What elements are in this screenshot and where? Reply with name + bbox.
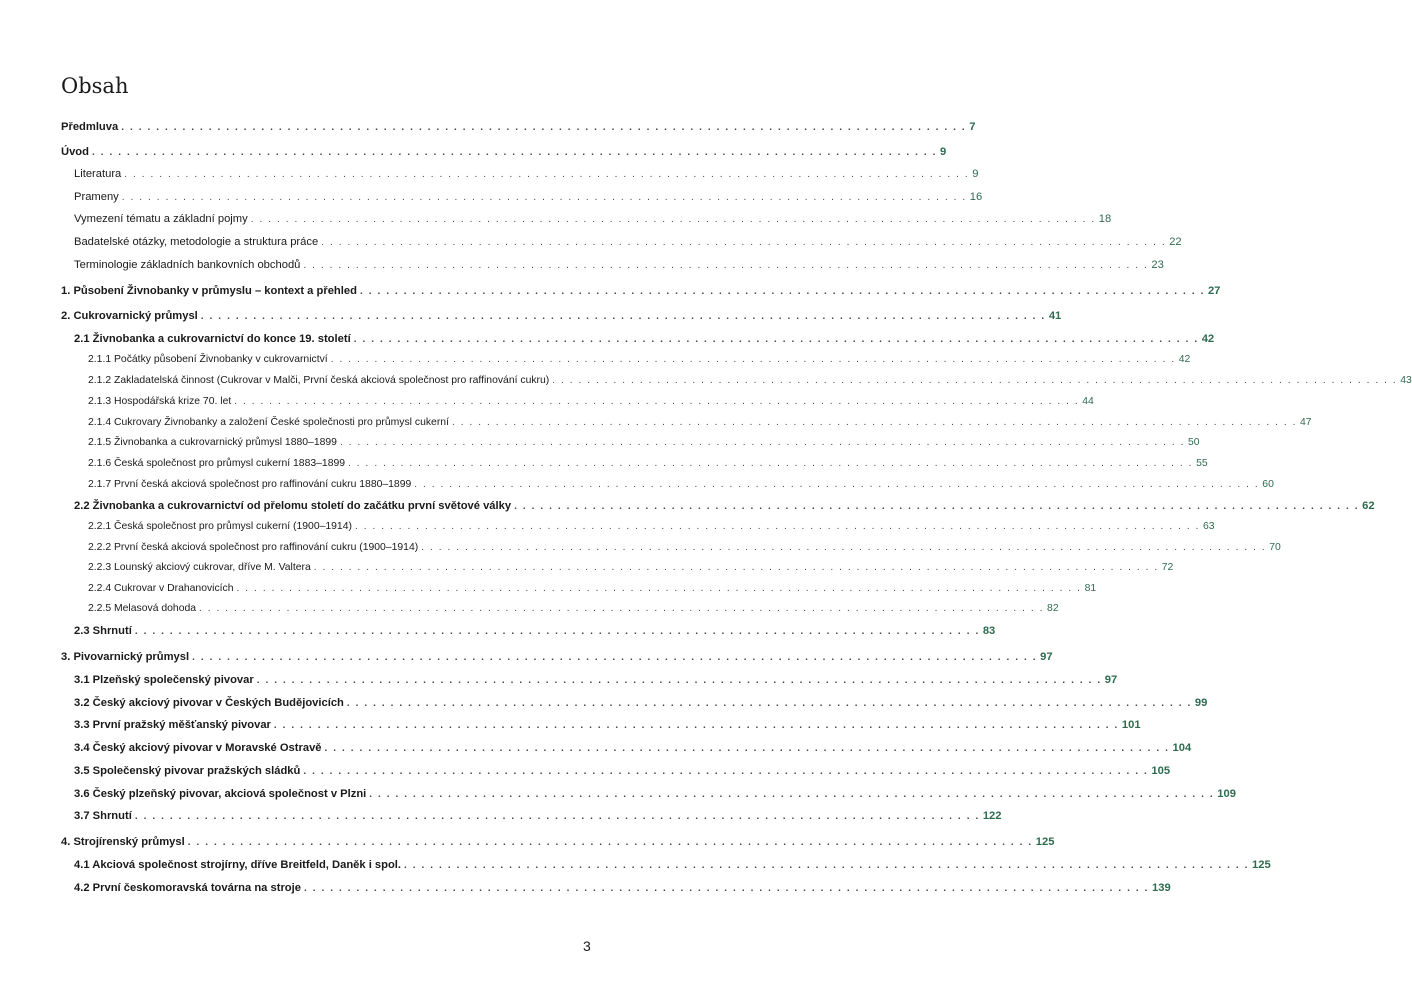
toc-entry[interactable] [88, 560, 1174, 576]
toc-entry-title: 4.1 Akciová společnost strojírny, dříve Breitfeld, Daněk i spol. [74, 859, 402, 871]
toc-entry-title: 2.1.1 Počátky působení Živnobanky v cukrovarnictví [88, 354, 328, 365]
toc-entry[interactable] [88, 519, 1215, 535]
dot-leader [303, 258, 1148, 274]
toc-entry-page: 81 [1084, 583, 1097, 594]
toc-entry-page: 105 [1151, 765, 1171, 777]
toc-entry-title: 3.1 Plzeňský společenský pivovar [74, 674, 254, 686]
toc-entry-page: 43 [1400, 375, 1412, 386]
toc-entry-title: 3.7 Shrnutí [74, 810, 132, 822]
toc-entry-page: 7 [969, 121, 976, 133]
dot-leader [274, 718, 1119, 734]
dot-leader [331, 352, 1176, 368]
toc-entry-page: 82 [1047, 603, 1059, 614]
toc-entry-page: 97 [1104, 674, 1118, 686]
toc-entry-page: 99 [1194, 697, 1208, 709]
dot-leader [355, 519, 1200, 535]
toc-entry[interactable] [74, 331, 1215, 347]
toc-entry-title: 2.2.4 Cukrovar v Drahanovicích [88, 583, 234, 594]
dot-leader [321, 235, 1166, 251]
toc-entry[interactable] [88, 435, 1200, 451]
toc-entry-title: Úvod [61, 146, 89, 158]
dot-leader [369, 787, 1214, 803]
page-number: 3 [583, 938, 591, 954]
toc-entry-page: 50 [1187, 437, 1200, 448]
toc-entry[interactable] [61, 119, 976, 135]
toc-entry[interactable] [88, 394, 1094, 410]
toc-entry-page: 97 [1040, 651, 1053, 663]
toc-entry[interactable] [61, 834, 1055, 850]
dot-leader [314, 560, 1159, 576]
toc-entry-title: Vymezení tématu a základní pojmy [74, 213, 248, 225]
toc-entry[interactable] [74, 672, 1118, 688]
toc-entry-title: 2.2.2 První česká akciová společnost pro raffinování cukru (1900–1914) [88, 542, 419, 553]
dot-leader [348, 456, 1193, 472]
toc-entry-page: 125 [1252, 859, 1271, 871]
toc-entry[interactable] [74, 763, 1171, 779]
toc-entry[interactable] [74, 857, 1271, 873]
dot-leader [304, 881, 1149, 897]
toc-entry-title: 2.2.5 Melasová dohoda [88, 603, 197, 614]
dot-leader [199, 601, 1044, 617]
toc-entry-title: 2.2.3 Lounský akciový cukrovar, dříve M. Valtera [88, 562, 311, 573]
toc-entry-page: 122 [982, 810, 1002, 822]
toc-entry[interactable] [74, 189, 983, 205]
toc-entry-title: 3.2 Český akciový pivovar v Českých Budějovicích [74, 697, 344, 709]
toc-entry-title: 2.1.2 Zakladatelská činnost (Cukrovar v Malči, První česká akciová společnost pro raffinování cukru) [88, 375, 550, 386]
toc-entry-page: 62 [1362, 500, 1375, 512]
toc-entry-title: 3.6 Český plzeňský pivovar, akciová společnost v Plzni [74, 788, 367, 800]
toc-entry-page: 44 [1082, 396, 1094, 407]
toc-entry-title: 2.2 Živnobanka a cukrovarnictví od přelomu století do začátku první světové války [74, 500, 512, 512]
toc-entry[interactable] [61, 649, 1053, 665]
toc-entry[interactable] [74, 498, 1375, 514]
toc-entry-page: 16 [969, 191, 983, 203]
dot-leader [303, 764, 1148, 780]
toc-entry[interactable] [74, 166, 979, 182]
dot-leader [414, 477, 1259, 493]
dot-leader [354, 332, 1199, 348]
toc-entry-page: 60 [1262, 479, 1274, 490]
toc-entry[interactable] [74, 257, 1164, 273]
toc-entry-page: 47 [1299, 417, 1312, 428]
toc-entry-page: 125 [1035, 836, 1055, 848]
toc-entry-title: 4. Strojírenský průmysl [61, 836, 185, 848]
toc-entry-page: 22 [1169, 236, 1182, 248]
dot-leader [188, 835, 1033, 851]
toc-entry[interactable] [74, 808, 1002, 824]
dot-leader [347, 696, 1192, 712]
toc-entry-page: 139 [1152, 882, 1171, 894]
toc-entry-title: 2. Cukrovarnický průmysl [61, 310, 198, 322]
dot-leader [135, 624, 980, 640]
dot-leader [514, 499, 1359, 515]
toc-entry-title: 2.3 Shrnutí [74, 625, 132, 637]
toc-entry-page: 70 [1269, 542, 1281, 553]
toc-entry-page: 27 [1207, 285, 1221, 297]
dot-leader [552, 373, 1397, 389]
toc-entry-title: 2.1 Živnobanka a cukrovarnictví do konce 19. století [74, 333, 351, 345]
toc-entry-page: 101 [1121, 719, 1141, 731]
toc-entry[interactable] [74, 717, 1141, 733]
toc-entry-page: 42 [1178, 354, 1191, 365]
toc-entry-title: 3.5 Společenský pivovar pražských sládků [74, 765, 301, 777]
toc-entry[interactable] [88, 540, 1281, 556]
toc-entry-title: 3. Pivovarnický průmysl [61, 651, 190, 663]
toc-entry[interactable] [74, 623, 996, 639]
toc-entry-title: 2.1.7 První česká akciová společnost pro raffinování cukru 1880–1899 [88, 479, 412, 490]
toc-entry-page: 55 [1196, 458, 1208, 469]
dot-leader [92, 145, 937, 161]
toc-entry-title: Předmluva [61, 121, 119, 133]
toc-entry-page: 9 [972, 168, 979, 180]
toc-entry-title: 2.1.5 Živnobanka a cukrovarnický průmysl 1880–1899 [88, 437, 337, 448]
dot-leader [122, 190, 967, 206]
dot-leader [360, 284, 1205, 300]
toc-entry[interactable] [88, 456, 1208, 472]
toc-entry-title: Badatelské otázky, metodologie a struktura práce [74, 236, 319, 248]
dot-leader [201, 309, 1046, 325]
toc-entry-page: 41 [1048, 310, 1062, 322]
toc-entry-page: 72 [1161, 562, 1174, 573]
dot-leader [325, 741, 1170, 757]
dot-leader [192, 650, 1037, 666]
dot-leader [121, 120, 966, 136]
dot-leader [124, 167, 969, 183]
toc-entry-page: 83 [982, 625, 996, 637]
toc-entry[interactable] [74, 786, 1236, 802]
toc-entry-title: Prameny [74, 191, 119, 203]
toc-entry-title: 2.2.1 Česká společnost pro průmysl cukerní (1900–1914) [88, 521, 352, 532]
toc-entry-title: Terminologie základních bankovních obchodů [74, 259, 301, 271]
dot-leader [251, 212, 1096, 228]
toc-entry[interactable] [61, 144, 947, 160]
toc-entry-title: 3.4 Český akciový pivovar v Moravské Ostravě [74, 742, 322, 754]
toc-entry-page: 18 [1098, 213, 1112, 225]
toc-entry-title: Literatura [74, 168, 122, 180]
toc-entry[interactable] [61, 308, 1062, 324]
dot-leader [421, 540, 1266, 556]
toc-entry[interactable] [74, 211, 1112, 227]
toc-entry[interactable] [74, 740, 1192, 756]
toc-entry-page: 42 [1201, 333, 1215, 345]
page-title: Obsah [61, 74, 129, 98]
dot-leader [340, 435, 1185, 451]
toc-entry-page: 9 [939, 146, 947, 158]
dot-leader [404, 858, 1249, 874]
toc-entry-page: 23 [1151, 259, 1164, 271]
dot-leader [234, 394, 1079, 410]
toc-entry[interactable] [88, 477, 1274, 493]
toc-entry[interactable] [74, 234, 1182, 250]
toc-entry-title: 2.1.6 Česká společnost pro průmysl cukerní 1883–1899 [88, 458, 346, 469]
toc-entry[interactable] [88, 601, 1059, 617]
dot-leader [237, 581, 1082, 597]
toc-entry-title: 3.3 První pražský měšťanský pivovar [74, 719, 271, 731]
toc-entry[interactable] [88, 373, 1412, 389]
toc-entry-page: 109 [1217, 788, 1236, 800]
dot-leader [257, 673, 1102, 689]
toc-entry-title: 1. Působení Živnobanky v průmyslu – kontext a přehled [61, 285, 357, 297]
toc-entry[interactable] [88, 581, 1097, 597]
toc-entry[interactable] [74, 695, 1208, 711]
dot-leader [135, 809, 980, 825]
toc-entry[interactable] [74, 880, 1171, 896]
toc-entry-page: 63 [1202, 521, 1215, 532]
toc-entry-title: 2.1.4 Cukrovary Živnobanky a založení České společnosti pro průmysl cukerní [88, 417, 449, 428]
toc-entry[interactable] [61, 283, 1221, 299]
toc-entry-page: 104 [1172, 742, 1192, 754]
dot-leader [452, 415, 1297, 431]
toc-entry-title: 2.1.3 Hospodářská krize 70. let [88, 396, 232, 407]
toc-entry[interactable] [88, 352, 1191, 368]
toc-entry-title: 4.2 První českomoravská továrna na stroje [74, 882, 301, 894]
toc-entry[interactable] [88, 415, 1312, 431]
